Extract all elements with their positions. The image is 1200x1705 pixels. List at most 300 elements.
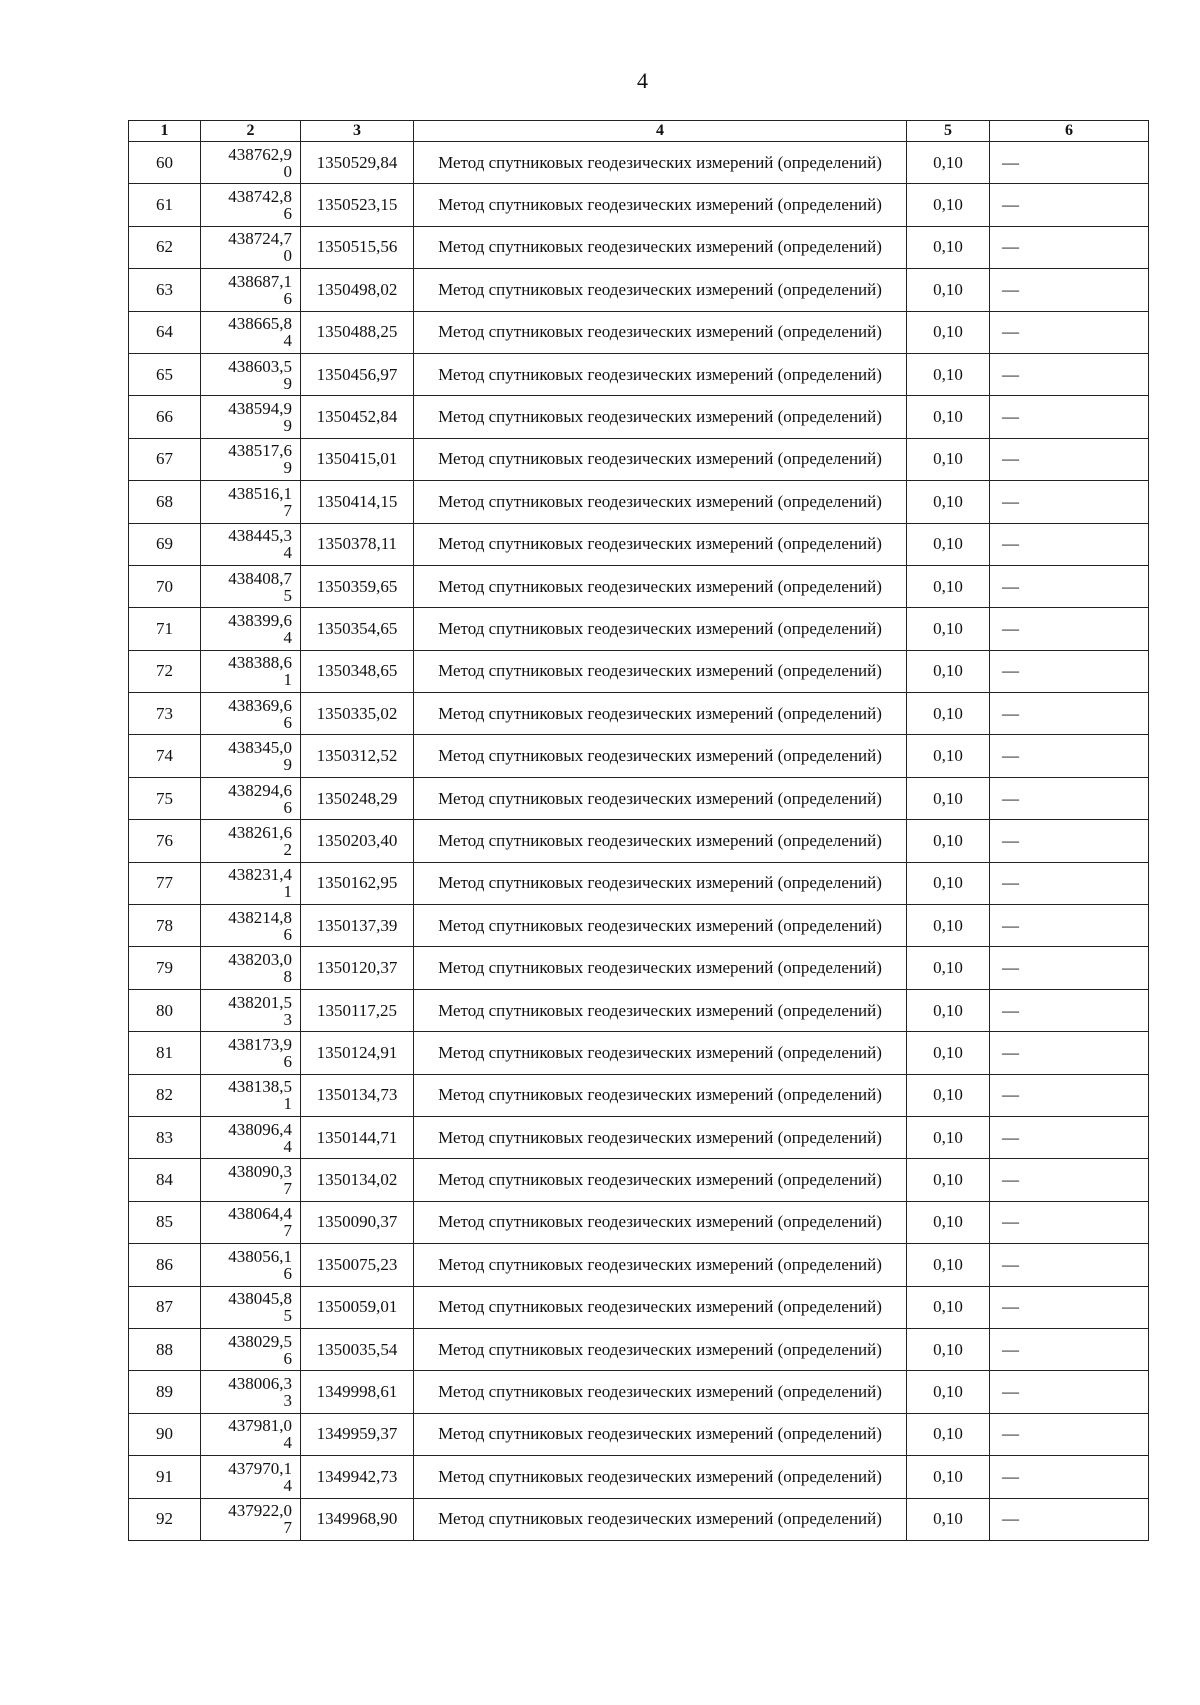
table-header-row: [129, 121, 1149, 142]
x-coordinate-line-1: 438029,5: [228, 1331, 292, 1351]
x-coordinate-line-1: 437922,0: [228, 1501, 292, 1521]
table-row: [129, 565, 1149, 607]
x-coordinate: [201, 1456, 301, 1498]
x-coordinate-line-2: 4: [283, 331, 292, 351]
table-row: [129, 481, 1149, 523]
x-coordinate-line-2: 9: [283, 373, 292, 393]
table-row: [129, 905, 1149, 947]
y-coordinate: 1350134,73: [301, 1074, 414, 1116]
x-coordinate-line-1: 438203,0: [228, 950, 292, 970]
x-coordinate-line-2: 7: [283, 1179, 292, 1199]
point-number: 74: [129, 735, 201, 777]
note-value: —: [990, 1498, 1149, 1540]
x-coordinate: [201, 1371, 301, 1413]
x-coordinate-line-1: 438516,1: [228, 483, 292, 503]
note-value: —: [990, 1159, 1149, 1201]
accuracy-value: 0,10: [907, 1286, 990, 1328]
point-number: 80: [129, 989, 201, 1031]
determination-method: Метод спутниковых геодезических измерений (определений): [414, 1201, 907, 1243]
x-coordinate: [201, 1244, 301, 1286]
x-coordinate: [201, 269, 301, 311]
y-coordinate: 1349959,37: [301, 1413, 414, 1455]
accuracy-value: 0,10: [907, 523, 990, 565]
x-coordinate-line-2: 6: [283, 204, 292, 224]
x-coordinate: [201, 438, 301, 480]
x-coordinate-line-2: 6: [283, 1263, 292, 1283]
table-row: [129, 396, 1149, 438]
point-number: 88: [129, 1328, 201, 1370]
note-value: —: [990, 735, 1149, 777]
determination-method: Метод спутниковых геодезических измерений (определений): [414, 142, 907, 184]
x-coordinate: [201, 311, 301, 353]
header-col-3: 3: [301, 121, 414, 142]
x-coordinate: [201, 989, 301, 1031]
y-coordinate: 1350515,56: [301, 226, 414, 268]
y-coordinate: 1350120,37: [301, 947, 414, 989]
point-number: 72: [129, 650, 201, 692]
table-row: [129, 1074, 1149, 1116]
accuracy-value: 0,10: [907, 693, 990, 735]
note-value: —: [990, 438, 1149, 480]
point-number: 86: [129, 1244, 201, 1286]
determination-method: Метод спутниковых геодезических измерений (определений): [414, 820, 907, 862]
x-coordinate-line-2: 2: [283, 839, 292, 859]
note-value: —: [990, 1032, 1149, 1074]
x-coordinate-line-2: 6: [283, 924, 292, 944]
accuracy-value: 0,10: [907, 1456, 990, 1498]
y-coordinate: 1350203,40: [301, 820, 414, 862]
x-coordinate-line-2: 6: [283, 1051, 292, 1071]
table-row: [129, 862, 1149, 904]
point-number: 70: [129, 565, 201, 607]
point-number: 62: [129, 226, 201, 268]
x-coordinate-line-2: 1: [283, 670, 292, 690]
table-row: [129, 1456, 1149, 1498]
y-coordinate: 1350137,39: [301, 905, 414, 947]
note-value: —: [990, 142, 1149, 184]
note-value: —: [990, 1201, 1149, 1243]
x-coordinate-line-2: 8: [283, 967, 292, 987]
x-coordinate: [201, 481, 301, 523]
x-coordinate-line-1: 438096,4: [228, 1119, 292, 1139]
x-coordinate-line-1: 438687,1: [228, 271, 292, 291]
determination-method: Метод спутниковых геодезических измерений (определений): [414, 481, 907, 523]
x-coordinate-line-2: 6: [283, 288, 292, 308]
x-coordinate-line-1: 438369,6: [228, 695, 292, 715]
y-coordinate: 1350414,15: [301, 481, 414, 523]
x-coordinate: [201, 1286, 301, 1328]
note-value: —: [990, 777, 1149, 819]
determination-method: Метод спутниковых геодезических измерений (определений): [414, 947, 907, 989]
note-value: —: [990, 650, 1149, 692]
table-row: [129, 693, 1149, 735]
x-coordinate: [201, 1032, 301, 1074]
x-coordinate: [201, 608, 301, 650]
note-value: —: [990, 693, 1149, 735]
accuracy-value: 0,10: [907, 481, 990, 523]
x-coordinate: [201, 820, 301, 862]
determination-method: Метод спутниковых геодезических измерений (определений): [414, 1074, 907, 1116]
table-row: [129, 523, 1149, 565]
note-value: —: [990, 353, 1149, 395]
determination-method: Метод спутниковых геодезических измерений (определений): [414, 226, 907, 268]
point-number: 83: [129, 1116, 201, 1158]
x-coordinate: [201, 1328, 301, 1370]
y-coordinate: 1349998,61: [301, 1371, 414, 1413]
y-coordinate: 1350075,23: [301, 1244, 414, 1286]
header-col-1: 1: [129, 121, 201, 142]
y-coordinate: 1350452,84: [301, 396, 414, 438]
x-coordinate: [201, 862, 301, 904]
note-value: —: [990, 905, 1149, 947]
x-coordinate-line-2: 4: [283, 1433, 292, 1453]
determination-method: Метод спутниковых геодезических измерений (определений): [414, 650, 907, 692]
y-coordinate: 1350415,01: [301, 438, 414, 480]
determination-method: Метод спутниковых геодезических измерений (определений): [414, 777, 907, 819]
note-value: —: [990, 947, 1149, 989]
accuracy-value: 0,10: [907, 565, 990, 607]
x-coordinate-line-1: 438138,5: [228, 1077, 292, 1097]
point-number: 89: [129, 1371, 201, 1413]
determination-method: Метод спутниковых геодезических измерений (определений): [414, 1032, 907, 1074]
x-coordinate-line-2: 1: [283, 882, 292, 902]
point-number: 82: [129, 1074, 201, 1116]
point-number: 63: [129, 269, 201, 311]
point-number: 65: [129, 353, 201, 395]
y-coordinate: 1350488,25: [301, 311, 414, 353]
note-value: —: [990, 1074, 1149, 1116]
x-coordinate: [201, 693, 301, 735]
table-row: [129, 608, 1149, 650]
table-row: [129, 1201, 1149, 1243]
table-row: [129, 947, 1149, 989]
note-value: —: [990, 226, 1149, 268]
table-row: [129, 1159, 1149, 1201]
determination-method: Метод спутниковых геодезических измерений (определений): [414, 693, 907, 735]
x-coordinate-line-2: 6: [283, 1348, 292, 1368]
accuracy-value: 0,10: [907, 947, 990, 989]
table-row: [129, 226, 1149, 268]
point-number: 81: [129, 1032, 201, 1074]
y-coordinate: 1350354,65: [301, 608, 414, 650]
determination-method: Метод спутниковых геодезических измерений (определений): [414, 1286, 907, 1328]
y-coordinate: 1350456,97: [301, 353, 414, 395]
point-number: 67: [129, 438, 201, 480]
x-coordinate: [201, 1413, 301, 1455]
x-coordinate-line-1: 438345,0: [228, 738, 292, 758]
table-body: [129, 142, 1149, 1541]
determination-method: Метод спутниковых геодезических измерений (определений): [414, 989, 907, 1031]
x-coordinate-line-1: 438603,5: [228, 356, 292, 376]
point-number: 77: [129, 862, 201, 904]
x-coordinate-line-2: 5: [283, 1306, 292, 1326]
x-coordinate-line-1: 438399,6: [228, 610, 292, 630]
x-coordinate-line-1: 438724,7: [228, 229, 292, 249]
y-coordinate: 1349968,90: [301, 1498, 414, 1540]
determination-method: Метод спутниковых геодезических измерений (определений): [414, 311, 907, 353]
point-number: 79: [129, 947, 201, 989]
note-value: —: [990, 1116, 1149, 1158]
y-coordinate: 1350059,01: [301, 1286, 414, 1328]
point-number: 78: [129, 905, 201, 947]
y-coordinate: 1350529,84: [301, 142, 414, 184]
determination-method: Метод спутниковых геодезических измерений (определений): [414, 565, 907, 607]
note-value: —: [990, 523, 1149, 565]
x-coordinate-line-1: 438388,6: [228, 653, 292, 673]
accuracy-value: 0,10: [907, 1201, 990, 1243]
x-coordinate-line-2: 5: [283, 585, 292, 605]
accuracy-value: 0,10: [907, 1159, 990, 1201]
note-value: —: [990, 396, 1149, 438]
accuracy-value: 0,10: [907, 311, 990, 353]
accuracy-value: 0,10: [907, 650, 990, 692]
x-coordinate-line-2: 6: [283, 797, 292, 817]
determination-method: Метод спутниковых геодезических измерений (определений): [414, 269, 907, 311]
determination-method: Метод спутниковых геодезических измерений (определений): [414, 353, 907, 395]
accuracy-value: 0,10: [907, 1328, 990, 1370]
x-coordinate-line-2: 1: [283, 1094, 292, 1114]
point-number: 85: [129, 1201, 201, 1243]
y-coordinate: 1350523,15: [301, 184, 414, 226]
table-row: [129, 777, 1149, 819]
point-number: 75: [129, 777, 201, 819]
point-number: 66: [129, 396, 201, 438]
determination-method: Метод спутниковых геодезических измерений (определений): [414, 1328, 907, 1370]
point-number: 76: [129, 820, 201, 862]
y-coordinate: 1350035,54: [301, 1328, 414, 1370]
point-number: 60: [129, 142, 201, 184]
header-col-6: 6: [990, 121, 1149, 142]
point-number: 92: [129, 1498, 201, 1540]
accuracy-value: 0,10: [907, 226, 990, 268]
accuracy-value: 0,10: [907, 184, 990, 226]
x-coordinate-line-1: 438408,7: [228, 568, 292, 588]
point-number: 84: [129, 1159, 201, 1201]
x-coordinate: [201, 226, 301, 268]
note-value: —: [990, 565, 1149, 607]
y-coordinate: 1350359,65: [301, 565, 414, 607]
point-number: 71: [129, 608, 201, 650]
x-coordinate-line-1: 438517,6: [228, 441, 292, 461]
determination-method: Метод спутниковых геодезических измерений (определений): [414, 1159, 907, 1201]
accuracy-value: 0,10: [907, 608, 990, 650]
note-value: —: [990, 481, 1149, 523]
x-coordinate-line-1: 438261,6: [228, 822, 292, 842]
x-coordinate-line-1: 438056,1: [228, 1246, 292, 1266]
x-coordinate-line-1: 438742,8: [228, 187, 292, 207]
determination-method: Метод спутниковых геодезических измерений (определений): [414, 608, 907, 650]
x-coordinate: [201, 396, 301, 438]
table-row: [129, 1286, 1149, 1328]
table-row: [129, 1413, 1149, 1455]
accuracy-value: 0,10: [907, 396, 990, 438]
point-number: 69: [129, 523, 201, 565]
x-coordinate-line-2: 6: [283, 712, 292, 732]
point-number: 61: [129, 184, 201, 226]
table-row: [129, 989, 1149, 1031]
accuracy-value: 0,10: [907, 1371, 990, 1413]
y-coordinate: 1350312,52: [301, 735, 414, 777]
x-coordinate-line-1: 438006,3: [228, 1374, 292, 1394]
x-coordinate-line-1: 438201,5: [228, 992, 292, 1012]
header-col-4: 4: [414, 121, 907, 142]
point-number: 90: [129, 1413, 201, 1455]
point-number: 64: [129, 311, 201, 353]
determination-method: Метод спутниковых геодезических измерений (определений): [414, 1116, 907, 1158]
point-number: 91: [129, 1456, 201, 1498]
accuracy-value: 0,10: [907, 1244, 990, 1286]
table-row: [129, 438, 1149, 480]
y-coordinate: 1350335,02: [301, 693, 414, 735]
accuracy-value: 0,10: [907, 142, 990, 184]
x-coordinate-line-2: 7: [283, 1221, 292, 1241]
accuracy-value: 0,10: [907, 1032, 990, 1074]
x-coordinate-line-2: 9: [283, 416, 292, 436]
header-col-2: 2: [201, 121, 301, 142]
y-coordinate: 1350144,71: [301, 1116, 414, 1158]
x-coordinate-line-2: 4: [283, 627, 292, 647]
table-row: [129, 820, 1149, 862]
x-coordinate: [201, 184, 301, 226]
determination-method: Метод спутниковых геодезических измерений (определений): [414, 1498, 907, 1540]
accuracy-value: 0,10: [907, 1498, 990, 1540]
point-number: 73: [129, 693, 201, 735]
x-coordinate-line-1: 438090,3: [228, 1162, 292, 1182]
note-value: —: [990, 269, 1149, 311]
accuracy-value: 0,10: [907, 777, 990, 819]
x-coordinate-line-1: 438045,8: [228, 1289, 292, 1309]
table-row: [129, 1116, 1149, 1158]
note-value: —: [990, 1244, 1149, 1286]
x-coordinate: [201, 1159, 301, 1201]
x-coordinate: [201, 905, 301, 947]
note-value: —: [990, 1456, 1149, 1498]
x-coordinate-line-1: 437981,0: [228, 1416, 292, 1436]
table-row: [129, 142, 1149, 184]
x-coordinate-line-2: 9: [283, 458, 292, 478]
x-coordinate-line-2: 3: [283, 1009, 292, 1029]
determination-method: Метод спутниковых геодезических измерений (определений): [414, 735, 907, 777]
accuracy-value: 0,10: [907, 862, 990, 904]
y-coordinate: 1350117,25: [301, 989, 414, 1031]
y-coordinate: 1350248,29: [301, 777, 414, 819]
x-coordinate-line-2: 0: [283, 161, 292, 181]
table-row: [129, 1032, 1149, 1074]
table-row: [129, 269, 1149, 311]
accuracy-value: 0,10: [907, 438, 990, 480]
note-value: —: [990, 820, 1149, 862]
x-coordinate-line-1: 438445,3: [228, 526, 292, 546]
x-coordinate-line-2: 7: [283, 500, 292, 520]
y-coordinate: 1350378,11: [301, 523, 414, 565]
x-coordinate-line-1: 438173,9: [228, 1034, 292, 1054]
y-coordinate: 1350348,65: [301, 650, 414, 692]
note-value: —: [990, 989, 1149, 1031]
x-coordinate-line-1: 438665,8: [228, 314, 292, 334]
determination-method: Метод спутниковых геодезических измерений (определений): [414, 862, 907, 904]
note-value: —: [990, 1413, 1149, 1455]
accuracy-value: 0,10: [907, 905, 990, 947]
x-coordinate: [201, 777, 301, 819]
accuracy-value: 0,10: [907, 269, 990, 311]
x-coordinate-line-1: 438214,8: [228, 907, 292, 927]
table-row: [129, 1244, 1149, 1286]
determination-method: Метод спутниковых геодезических измерений (определений): [414, 523, 907, 565]
x-coordinate: [201, 1498, 301, 1540]
note-value: —: [990, 862, 1149, 904]
x-coordinate-line-1: 438762,9: [228, 144, 292, 164]
y-coordinate: 1350134,02: [301, 1159, 414, 1201]
x-coordinate: [201, 1116, 301, 1158]
x-coordinate-line-2: 0: [283, 246, 292, 266]
accuracy-value: 0,10: [907, 989, 990, 1031]
x-coordinate-line-2: 4: [283, 1475, 292, 1495]
determination-method: Метод спутниковых геодезических измерений (определений): [414, 396, 907, 438]
x-coordinate: [201, 650, 301, 692]
point-number: 68: [129, 481, 201, 523]
y-coordinate: 1349942,73: [301, 1456, 414, 1498]
determination-method: Метод спутниковых геодезических измерений (определений): [414, 184, 907, 226]
y-coordinate: 1350124,91: [301, 1032, 414, 1074]
note-value: —: [990, 184, 1149, 226]
x-coordinate-line-1: 438294,6: [228, 780, 292, 800]
x-coordinate-line-1: 438231,4: [228, 865, 292, 885]
table-row: [129, 184, 1149, 226]
x-coordinate: [201, 523, 301, 565]
accuracy-value: 0,10: [907, 735, 990, 777]
table-row: [129, 735, 1149, 777]
y-coordinate: 1350162,95: [301, 862, 414, 904]
table-row: [129, 311, 1149, 353]
accuracy-value: 0,10: [907, 1116, 990, 1158]
page-number: 4: [637, 68, 648, 93]
x-coordinate: [201, 565, 301, 607]
note-value: —: [990, 1371, 1149, 1413]
y-coordinate: 1350090,37: [301, 1201, 414, 1243]
determination-method: Метод спутниковых геодезических измерений (определений): [414, 905, 907, 947]
note-value: —: [990, 1286, 1149, 1328]
x-coordinate-line-2: 9: [283, 755, 292, 775]
determination-method: Метод спутниковых геодезических измерений (определений): [414, 438, 907, 480]
note-value: —: [990, 311, 1149, 353]
x-coordinate-line-1: 437970,1: [228, 1458, 292, 1478]
table-row: [129, 1371, 1149, 1413]
note-value: —: [990, 608, 1149, 650]
accuracy-value: 0,10: [907, 1074, 990, 1116]
x-coordinate-line-1: 438064,4: [228, 1204, 292, 1224]
x-coordinate: [201, 947, 301, 989]
point-number: 87: [129, 1286, 201, 1328]
x-coordinate-line-2: 4: [283, 1136, 292, 1156]
y-coordinate: 1350498,02: [301, 269, 414, 311]
x-coordinate-line-2: 7: [283, 1518, 292, 1538]
determination-method: Метод спутниковых геодезических измерений (определений): [414, 1371, 907, 1413]
x-coordinate: [201, 142, 301, 184]
determination-method: Метод спутниковых геодезических измерений (определений): [414, 1413, 907, 1455]
table-row: [129, 1328, 1149, 1370]
table-row: [129, 1498, 1149, 1540]
x-coordinate: [201, 1201, 301, 1243]
determination-method: Метод спутниковых геодезических измерений (определений): [414, 1244, 907, 1286]
table-row: [129, 650, 1149, 692]
table-row: [129, 353, 1149, 395]
accuracy-value: 0,10: [907, 1413, 990, 1455]
x-coordinate-line-2: 4: [283, 543, 292, 563]
header-col-5: 5: [907, 121, 990, 142]
x-coordinate: [201, 735, 301, 777]
accuracy-value: 0,10: [907, 353, 990, 395]
note-value: —: [990, 1328, 1149, 1370]
